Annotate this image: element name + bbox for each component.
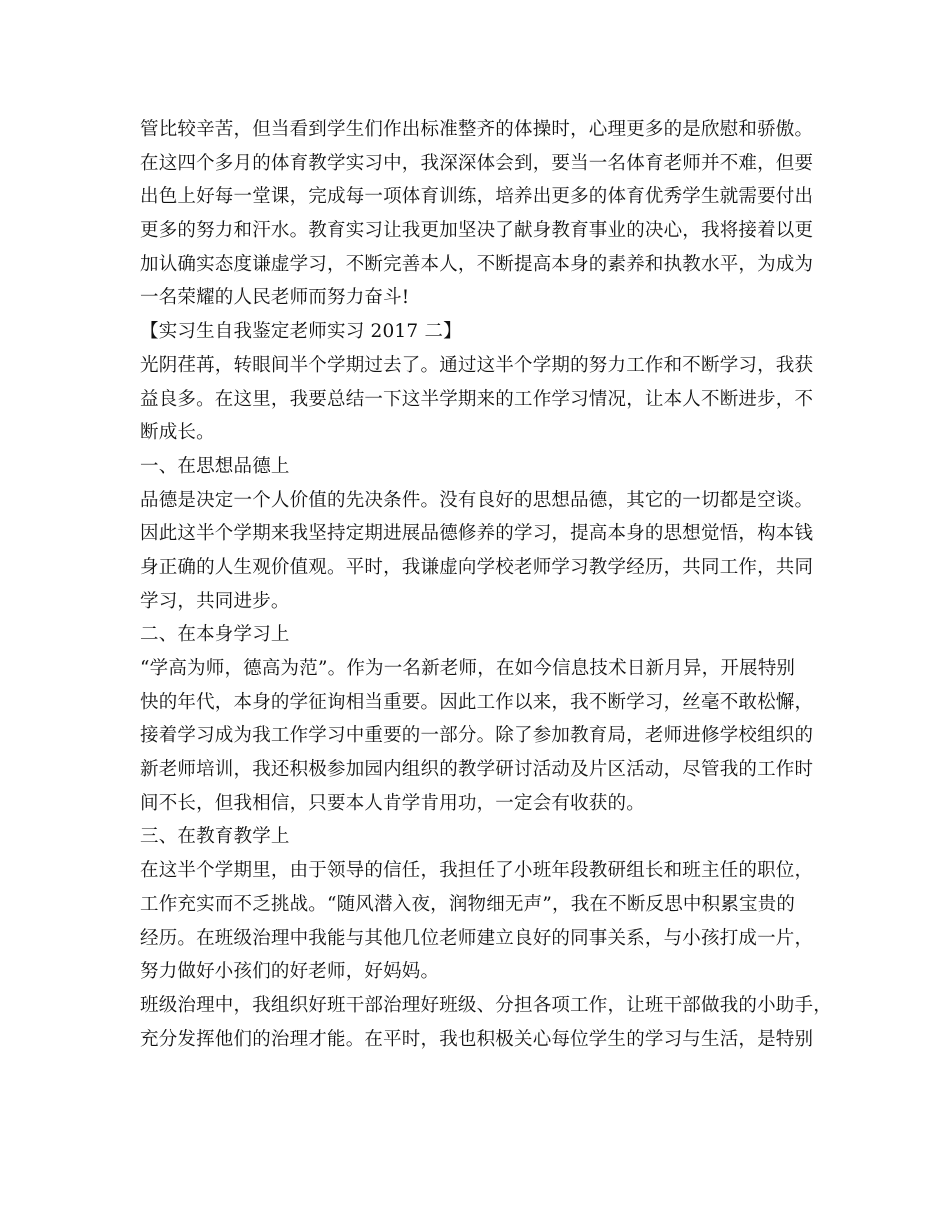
text-line: 品德是决定一个人价值的先决条件。没有良好的思想品德，其它的一切都是空谈。	[140, 489, 814, 511]
text-line: 一名荣耀的人民老师而努力奋斗!	[140, 287, 410, 309]
subsection-heading: 一、在思想品德上	[140, 455, 290, 477]
text-line: 管比较辛苦，但当看到学生们作出标准整齐的体操时，心理更多的是欣慰和骄傲。	[140, 119, 814, 140]
text-line: 更多的努力和汗水。教育实习让我更加坚决了献身教育事业的决心，我将接着以更	[140, 220, 814, 242]
text-line: 快的年代，本身的学征询相当重要。因此工作以来，我不断学习，丝毫不敢松懈，	[140, 691, 814, 713]
subsection-heading: 三、在教育教学上	[140, 826, 290, 848]
subsection-heading: 二、在本身学习上	[140, 624, 290, 646]
text-line: 接着学习成为我工作学习中重要的一部分。除了参加教育局，老师进修学校组织的	[140, 725, 814, 747]
text-line: 工作充实而不乏挑战。“随风潜入夜，润物细无声”，我在不断反思中积累宝贵的	[140, 893, 796, 915]
text-line: 努力做好小孩们的好老师，好妈妈。	[140, 961, 440, 983]
text-line: 出色上好每一堂课，完成每一项体育训练，培养出更多的体育优秀学生就需要付出	[140, 186, 814, 208]
text-line: 在这半个学期里，由于领导的信任，我担任了小班年段教研组长和班主任的职位，	[140, 860, 814, 882]
document-body	[140, 113, 840, 1056]
text-line: 身正确的人生观价值观。平时，我谦虚向学校老师学习教学经历，共同工作，共同	[140, 556, 814, 578]
text-line: 经历。在班级治理中我能与其他几位老师建立良好的同事关系，与小孩打成一片，	[140, 927, 814, 949]
text-line: 在这四个多月的体育教学实习中，我深深体会到，要当一名体育老师并不难，但要	[140, 152, 814, 174]
text-line: 新老师培训，我还积极参加园内组织的教学研讨活动及片区活动，尽管我的工作时	[140, 759, 814, 781]
section-heading: 【实习生自我鉴定老师实习 2017 二】	[140, 321, 462, 343]
text-line: 间不长，但我相信，只要本人肯学肯用功，一定会有收获的。	[140, 792, 645, 814]
text-line: 因此这半个学期来我坚持定期进展品德修养的学习，提高本身的思想觉悟，构本钱	[140, 523, 814, 545]
text-line: 光阴荏苒，转眼间半个学期过去了。通过这半个学期的努力工作和不断学习，我获	[140, 354, 814, 376]
text-line: 加认确实态度谦虚学习，不断完善本人，不断提高本身的素养和执教水平，为成为	[140, 253, 814, 275]
text-line: 益良多。在这里，我要总结一下这半学期来的工作学习情况，让本人不断进步，不	[140, 388, 814, 410]
text-line: 学习，共同进步。	[140, 590, 290, 612]
text-line: 班级治理中，我组织好班干部治理好班级、分担各项工作，让班干部做我的小助手，	[140, 994, 832, 1016]
text-line: “学高为师，德高为范”。作为一名新老师，在如今信息技术日新月异，开展特别	[140, 658, 796, 679]
text-line: 断成长。	[140, 422, 215, 444]
text-line: 充分发挥他们的治理才能。在平时，我也积极关心每位学生的学习与生活，是特别	[140, 1028, 814, 1050]
